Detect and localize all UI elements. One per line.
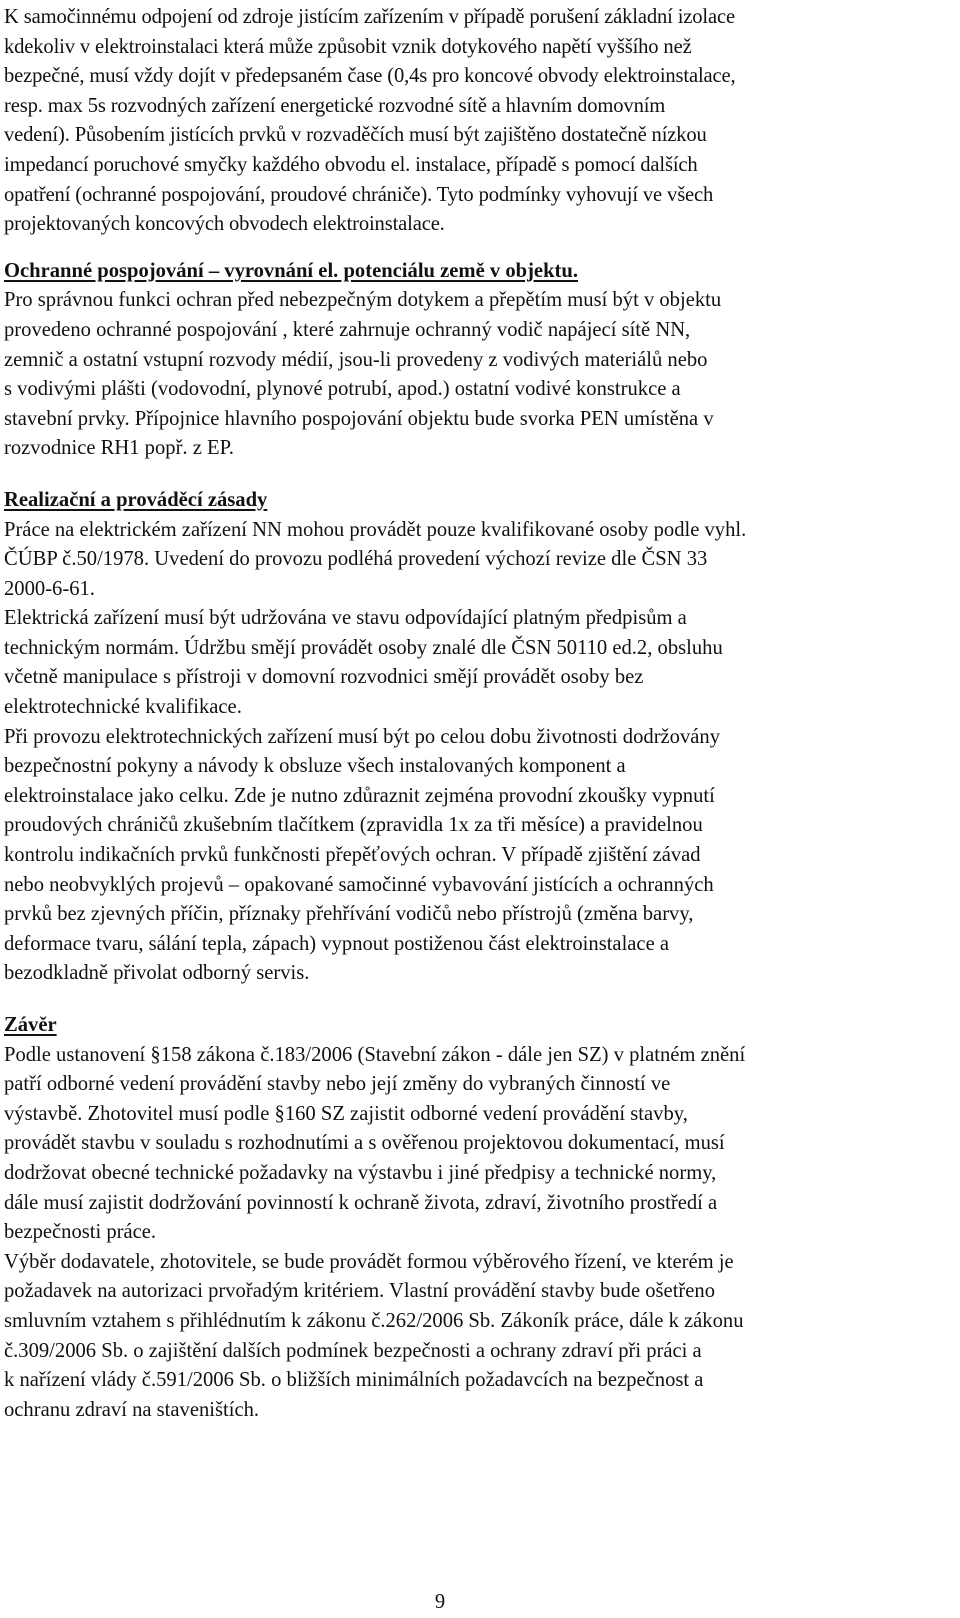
section-paragraph-prace-nn: Práce na elektrickém zařízení NN mohou provádět pouze kvalifikované osoby podle vyhl. ČÚBP č.50/1978. Uvedení do provozu podléhá provedení výchozí revize dle ČSN 33 2000-6-61. xyxy=(4,518,747,600)
page-number: 9 xyxy=(434,1591,446,1613)
spacer xyxy=(4,464,934,486)
section-paragraph-ustanoveni: Podle ustanovení §158 zákona č.183/2006 (Stavební zákon - dále jen SZ) v platném znění patří odborné vedení provádění stavby nebo její změny do vybraných činností ve výstavbě. Zhotovitel musí podle §160 SZ zajistit odborné vedení provádění stavby, provádět stavbu v souladu s rozhodnutími a s ověřenou projektovou dokumentací, musí dodržovat obecné technické požadavky na výstavbu i jiné předpisy a technické normy, dále musí zajistit dodržování povinností k ochraně života, zdraví, životního prostředí a bezpečnosti práce. xyxy=(4,1043,746,1244)
section-paragraph-vyber-dodavatele: Výběr dodavatele, zhotovitele, se bude provádět formou výběrového řízení, ve kterém je požadavek na autorizaci prvořadým kritériem. Vlastní provádění stavby bude ošetřeno smluvním vztahem s přihlédnutím k zákonu č.262/2006 Sb. Zákoník práce, dále k zákonu č.309/2006 Sb. o zajištění dalších podmínek bezpečnosti a ochrany zdraví při práci a k nařízení vlády č.591/2006 Sb. o bližších minimálních požadavcích na bezpečnost a ochranu zdraví na staveništích. xyxy=(4,1250,744,1421)
section-paragraph-udrzba: Elektrická zařízení musí být udržována ve stavu odpovídající platným předpisům a technickým normám. Údržbu smějí provádět osoby znalé dle ČSN 50110 ed.2, obsluhu včetně manipulace s přístroji v domovní rozvodnici smějí provádět osoby bez elektrotechnické kvalifikace. xyxy=(4,607,723,719)
section-heading-realizacni-zasady: Realizační a prováděcí zásady xyxy=(4,488,268,511)
section-heading-zaver: Závěr xyxy=(4,1014,57,1036)
section-paragraph-provoz: Při provozu elektrotechnických zařízení musí být po celou dobu životnosti dodržovány bezpečnostní pokyny a návody k obsluze všech instalovaných komponent a elektroinstalace jako celku. Zde je nutno zdůraznit zejména provodní zkoušky vypnutí proudových chráničů zkušebním tlačítkem (zpravidla 1x za tři měsíce) a pravidelnou kontrolu indikačních prvků funkčnosti přepěťových ochran. V případě zjištění závad nebo neobvyklých projevů – opakované samočinné vybavování jistících a ochranných prvků bez zjevných příčin, příznaky přehřívání vodičů nebo přístrojů (změna barvy, deformace tvaru, sálání tepla, zápach) vypnout postiženou část elektroinstalace a bezodkladně přivolat odborný servis. xyxy=(4,725,721,985)
document-page xyxy=(4,3,934,1425)
spacer xyxy=(4,240,934,257)
section-paragraph-pospojovani: Pro správnou funkci ochran před nebezpečným dotykem a přepětím musí být v objektu provedeno ochranné pospojování , které zahrnuje ochranný vodič napájecí sítě NN, zemnič a ostatní vstupní rozvody médií, jsou-li provedeny z vodivých materiálů nebo s vodivými plášti (vodovodní, plynové potrubí, apod.) ostatní vodivé konstrukce a stavební prvky. Přípojnice hlavního pospojování objektu bude svorka PEN umístěna v rozvodnice RH1 popř. z EP. xyxy=(4,289,722,460)
spacer xyxy=(4,989,934,1011)
section-heading-ochranne-pospojovani: Ochranné pospojování – vyrovnání el. potenciálu země v objektu. xyxy=(4,259,578,282)
intro-paragraph: K samočinnému odpojení od zdroje jistícím zařízením v případě porušení základní izolace kdekoliv v elektroinstalaci která může způsobit vznik dotykového napětí vyššího než bezpečné, musí vždy dojít v předepsaném čase (0,4s pro koncové obvody elektroinstalace, resp. max 5s rozvodných zařízení energetické rozvodné sítě a hlavním domovním vedení). Působením jistících prvků v rozvaděčích musí být zajištěno dostatečně nízkou impedancí poruchové smyčky každého obvodu el. instalace, případě s pomocí dalších opatření (ochranné pospojování, proudové chrániče). Tyto podmínky vyhovují ve všech projektovaných koncových obvodech elektroinstalace. xyxy=(4,6,736,236)
